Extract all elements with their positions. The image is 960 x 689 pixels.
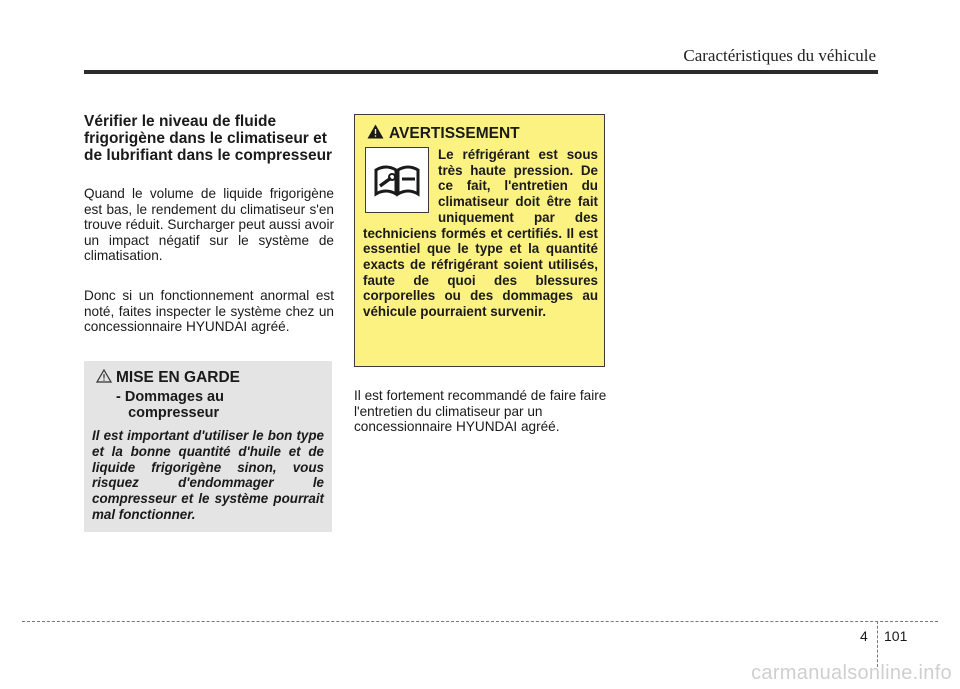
footer-divider: [877, 621, 878, 667]
warning-box: [354, 114, 605, 367]
warning-triangle-filled-icon: [367, 124, 384, 144]
chapter-number: 4: [860, 628, 868, 644]
header-title: Caractéristiques du véhicule: [683, 46, 876, 65]
paragraph-refrigerant-low: Quand le volume de liquide frigorigène est bas, le rendement du climatiseur s'en trouve réduit. Surcharger peut aussi avoir un impact négatif sur le système de climatisation.: [84, 186, 334, 264]
paragraph-recommendation: Il est fortement recommandé de faire faire l'entretien du climatiseur par un concessionnaire HYUNDAI agréé.: [354, 388, 607, 435]
footer-rule: [22, 621, 938, 622]
section-heading: Vérifier le niveau de fluide frigorigène dans le climatiseur et de lubrifiant dans le compresseur: [84, 113, 333, 164]
watermark-text: carmanualsonline.info: [751, 662, 952, 684]
paragraph-inspection: Donc si un fonctionnement anormal est noté, faites inspecter le système chez un concessionnaire HYUNDAI agréé.: [84, 288, 334, 335]
warning-title: AVERTISSEMENT: [389, 125, 520, 142]
warning-text: [363, 147, 598, 320]
header-rule: [84, 70, 878, 74]
caution-box: [84, 361, 332, 532]
caution-body: Il est important d'utiliser le bon type et la bonne quantité d'huile et de liquide frigorigène sinon, vous risquez d'endommager le compresseur et le système pourrait mal fonctionner.: [92, 428, 324, 522]
page-number: 101: [884, 628, 908, 644]
caution-title: MISE EN GARDE: [116, 369, 241, 386]
caution-subtitle: - Dommages au compresseur: [116, 389, 224, 421]
warning-triangle-outline-icon: [96, 369, 112, 388]
warning-body: Le réfrigérant est sous très haute pression. De ce fait, l'entretien du climatiseur doit être fait uniquement par des techniciens formés et certifiés. Il est essentiel que le type et la quantité exacts de réfrigérant soient utilisés, faute de quoi des blessures corporelles ou des dommages au véhicule pourraient survenir.: [363, 147, 598, 320]
